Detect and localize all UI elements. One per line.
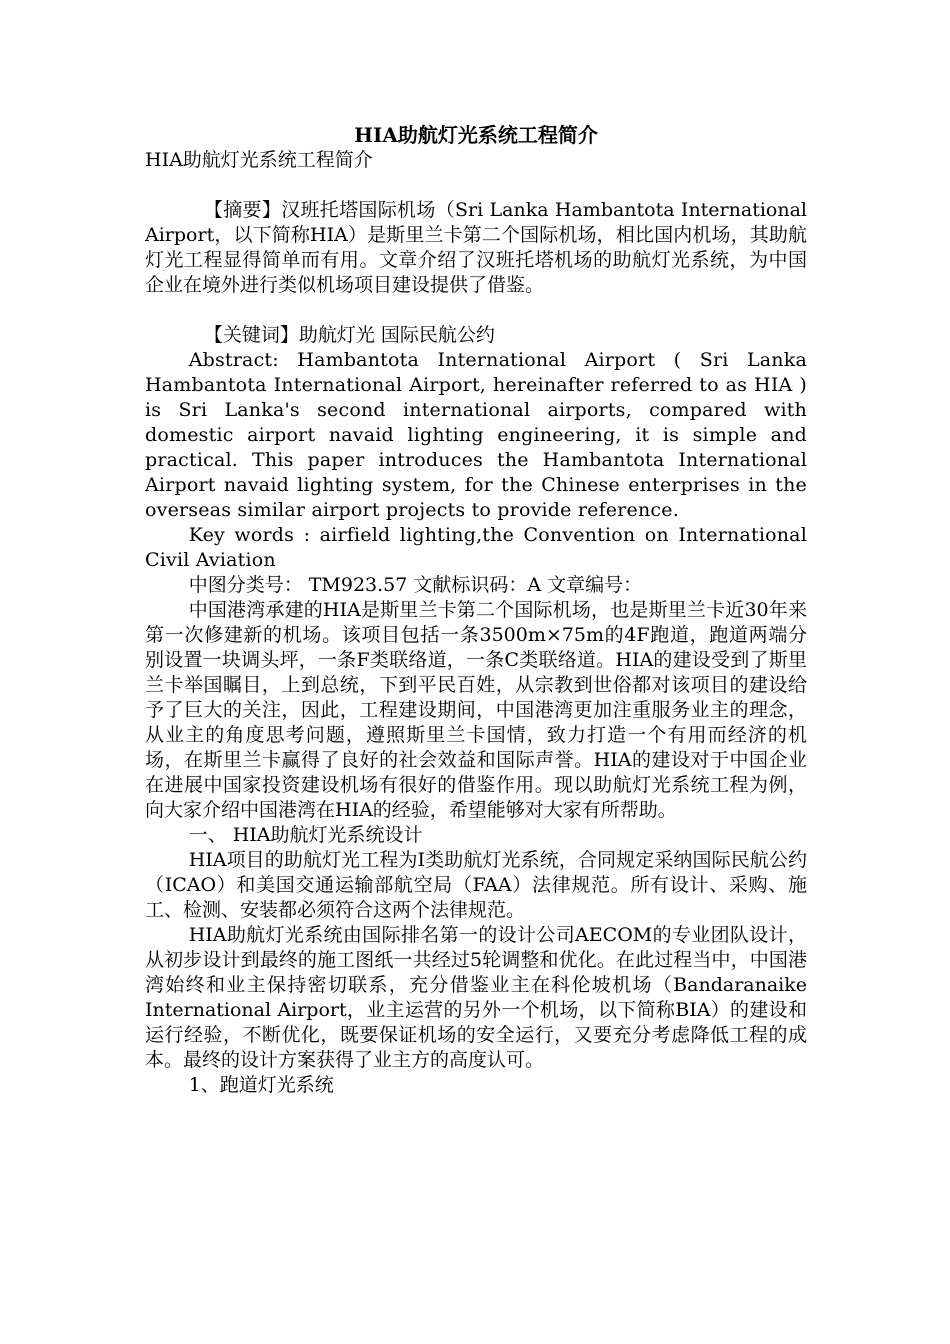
spacer [145,173,807,198]
keywords-en: Key words : airfield lighting,the Convention on International Civil Aviation [145,524,807,571]
intro-paragraph: 中国港湾承建的HIA是斯里兰卡第二个国际机场，也是斯里兰卡近30年来第一次修建新的机场。该项目包括一条3500m×75m的4F跑道，跑道两端分别设置一块调头坪，一条F类联络道，一条C类联络道。HIA的建设受到了斯里兰卡举国瞩目，上到总统，下到平民百姓，从宗教到世俗都对该项目的建设给予了巨大的关注，因此，工程建设期间，中国港湾更加注重服务业主的理念，从业主的角度思考问题，遵照斯里兰卡国情，致力打造一个有用而经济的机场，在斯里兰卡赢得了良好的社会效益和国际声誉。HIA的建设对于中国企业在进展中国家投资建设机场有很好的借鉴作用。现以助航灯光系统工程为例，向大家介绍中国港湾在HIA的经验，希望能够对大家有所帮助。 [145,599,807,821]
classification-line: 中图分类号： TM923.57 文献标识码：A 文章编号： [188,574,643,596]
abstract-cn: 【摘要】汉班托塔国际机场（Sri Lanka Hambantota International Airport，以下简称HIA）是斯里兰卡第二个国际机场，相比国内机场，其助航灯光工程显得简单而有用。文章介绍了汉班托塔机场的助航灯光系统，为中国企业在境外进行类似机场项目建设提供了借鉴。 [145,199,807,296]
keywords-cn: 【关键词】助航灯光 国际民航公约 [203,324,495,346]
section-1-heading: 一、 HIA助航灯光系统设计 [188,824,423,846]
document-subtitle: HIA助航灯光系统工程简介 [145,149,373,171]
document-page [145,122,807,1098]
spacer [145,298,807,323]
section-1-paragraph-2: HIA助航灯光系统由国际排名第一的设计公司AECOM的专业团队设计，从初步设计到最终的施工图纸一共经过5轮调整和优化。在此过程当中，中国港湾始终和业主保持密切联系，充分借鉴业主在科伦坡机场（Bandaranaike International Airport，业主运营的另外一个机场，以下简称BIA）的建设和运行经验，不断优化，既要保证机场的安全运行，又要充分考虑降低工程的成本。最终的设计方案获得了业主方的高度认可。 [145,924,807,1071]
document-title: HIA助航灯光系统工程简介 [354,123,598,147]
abstract-en: Abstract: Hambantota International Airport ( Sri Lanka Hambantota International Airport, hereinafter referred to as HIA ) is Sri Lanka's second international airports, compared with domestic airport navaid lighting engineering, it is simple and practical. This paper introduces the Hambantota International Airport navaid lighting system, for the Chinese enterprises in the overseas similar airport projects to provide reference. [145,349,807,521]
section-1-paragraph-1: HIA项目的助航灯光工程为I类助航灯光系统，合同规定采纳国际民航公约（ICAO）和美国交通运输部航空局（FAA）法律规范。所有设计、采购、施工、检测、安装都必须符合这两个法律规范。 [145,849,807,921]
subsection-1-heading: 1、跑道灯光系统 [188,1074,334,1096]
